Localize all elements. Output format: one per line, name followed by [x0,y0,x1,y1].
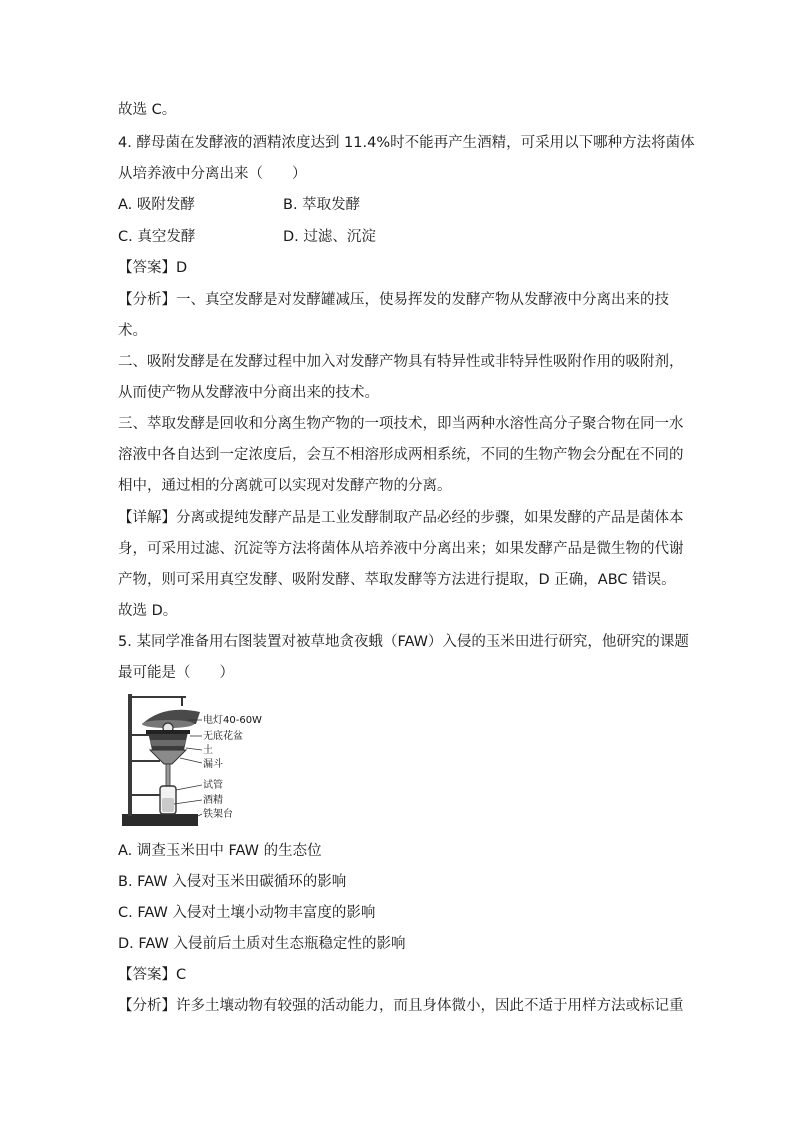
q4-option-b[interactable]: B. 萃取发酵 [283,197,361,213]
analysis-tag: 【分析】 [118,292,176,308]
analysis-text: 许多土壤动物有较强的活动能力，而且身体微小，因此不适于用样方法或标记重 [176,998,684,1014]
answer-value: D [176,260,188,276]
label-stand: 铁架台 [203,809,233,820]
detail-tag: 【详解】 [118,510,176,526]
q4-option-d[interactable]: D. 过滤、沉淀 [283,229,376,245]
q5-option-c[interactable]: C. FAW 入侵对土壤小动物丰富度的影响 [118,905,376,921]
label-soil: 土 [203,745,213,756]
q4-option-a[interactable]: A. 吸附发酵 [118,197,195,213]
q4-analysis-line5: 三、萃取发酵是回收和分离生物产物的一项技术，即当两种水溶性高分子聚合物在同一水 [118,416,684,432]
q4-detail-line3: 产物，则可采用真空发酵、吸附发酵、萃取发酵等方法进行提取，D 正确，ABC 错误。 [118,572,676,588]
q4-answer [118,258,187,278]
q5-stem-line1: 5. 某同学准备用右图装置对被草地贪夜蛾（FAW）入侵的玉米田进行研究，他研究的课题 [118,634,689,650]
q5-option-a[interactable]: A. 调查玉米田中 FAW 的生态位 [118,843,322,859]
answer-value: C [176,967,187,983]
q5-stem-line2: 最可能是（ ） [118,665,234,681]
q4-analysis-line6: 溶液中各自达到一定浓度后，会互不相溶形成两相系统，不同的生物产物会分配在不同的 [118,447,684,463]
stand-rod-icon [128,694,132,816]
q4-analysis-line4: 从而使产物从发酵液中分商出来的技术。 [118,385,379,401]
q4-stem-line1: 4. 酵母菌在发酵液的酒精浓度达到 11.4%时不能再产生酒精，可采用以下哪种方法将菌体 [118,135,695,151]
analysis-tag: 【分析】 [118,998,176,1014]
label-alcohol: 酒精 [203,795,223,806]
answer-tag: 【答案】 [118,967,176,983]
q4-analysis-line2: 术。 [118,323,147,339]
label-pot: 无底花盆 [203,731,243,742]
q5-analysis-line1 [118,996,684,1016]
q5-answer [118,965,186,985]
q4-conclusion: 故选 D。 [118,603,178,619]
prev-conclusion: 故选 C。 [118,102,177,118]
analysis-text: 一、真空发酵是对发酵罐减压，使易挥发的发酵产物从发酵液中分离出来的技 [176,292,669,308]
alcohol-icon [162,798,174,812]
q4-analysis-line7: 相中，通过相的分离就可以实现对发酵产物的分离。 [118,478,452,494]
q4-option-c[interactable]: C. 真空发酵 [118,229,196,245]
detail-text: 分离或提纯发酵产品是工业发酵制取产品必经的步骤，如果发酵的产品是菌体本 [176,510,684,526]
q4-analysis-line1 [118,290,669,310]
q4-detail-line2: 身，可采用过滤、沉淀等方法将菌体从培养液中分离出来；如果发酵产品是微生物的代谢 [118,541,684,557]
soil-icon [150,740,186,746]
q5-option-d[interactable]: D. FAW 入侵前后土质对生态瓶稳定性的影响 [118,936,406,952]
label-tube: 试管 [203,780,223,791]
q4-stem-line2: 从培养液中分离出来（ ） [118,166,307,182]
tullgren-funnel-figure [120,690,280,832]
answer-tag: 【答案】 [118,260,176,276]
q5-option-b[interactable]: B. FAW 入侵对玉米田碳循环的影响 [118,874,347,890]
stand-base-icon [122,814,198,826]
label-funnel: 漏斗 [203,759,223,770]
q4-detail-line1 [118,508,684,528]
label-lamp: 电灯40-60W [203,715,262,726]
q4-analysis-line3: 二、吸附发酵是在发酵过程中加入对发酵产物具有特异性或非特异性吸附作用的吸附剂， [118,354,684,370]
